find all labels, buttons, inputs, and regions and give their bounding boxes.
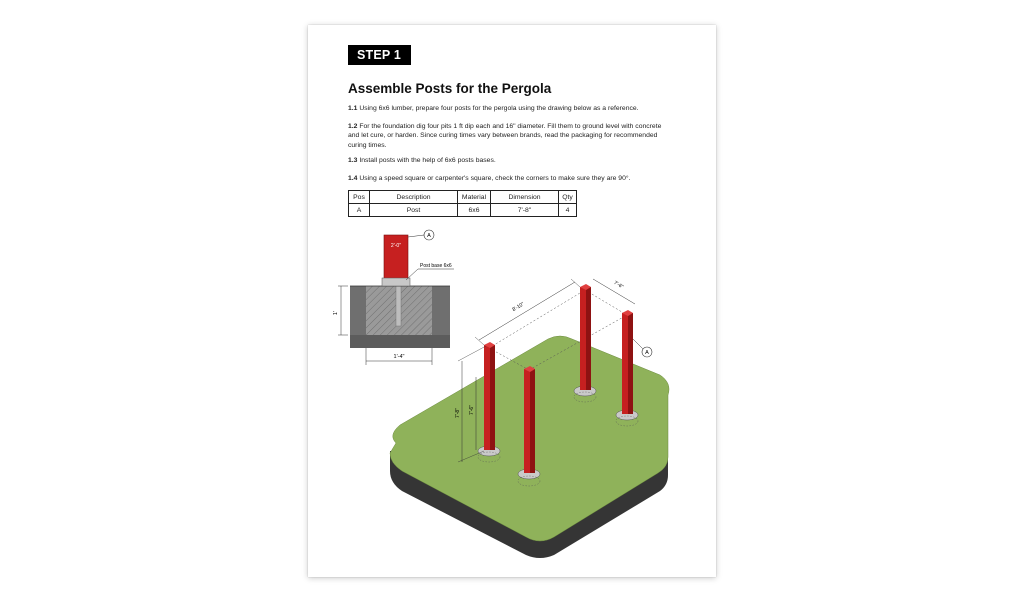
- col-description: Description: [370, 191, 458, 204]
- post-base-plate: [382, 278, 410, 286]
- step-text: Using a speed square or carpenter's square, check the corners to make sure they are 90°.: [359, 175, 631, 182]
- iso-width-label: 7'-6": [612, 280, 625, 291]
- col-qty: Qty: [559, 191, 577, 204]
- pergola-drawing: [308, 25, 716, 577]
- step-text: Install posts with the help of 6x6 posts bases.: [359, 157, 496, 164]
- step-number: 1.2: [348, 123, 358, 130]
- ground-lower: [350, 335, 450, 348]
- width-label: 1'-4": [393, 354, 405, 360]
- step-number: 1.1: [348, 105, 358, 112]
- cell-description: Post: [370, 204, 458, 217]
- iso-height-label: 7'-8": [455, 408, 461, 418]
- page-title: Assemble Posts for the Pergola: [348, 81, 552, 96]
- iso-height-label-2: 7'-6": [469, 405, 475, 415]
- step-badge: STEP 1: [348, 45, 411, 65]
- step-text: Using 6x6 lumber, prepare four posts for the pergola using the drawing below as a reference.: [359, 105, 639, 112]
- anchor-bolt: [396, 286, 401, 326]
- step-number: 1.4: [348, 175, 358, 182]
- post-back-right: [622, 310, 633, 414]
- col-pos: Pos: [349, 191, 370, 204]
- cell-material: 6x6: [458, 204, 491, 217]
- post-detail: [384, 235, 408, 281]
- cell-dimension: 7'-8": [491, 204, 559, 217]
- post-front-right: [524, 366, 535, 473]
- step-number: 1.3: [348, 157, 358, 164]
- callout-label: A: [427, 233, 431, 239]
- cell-qty: 4: [559, 204, 577, 217]
- document-page: [308, 25, 716, 577]
- col-dimension: Dimension: [491, 191, 559, 204]
- post-front-left: [484, 342, 495, 450]
- post-dim-label: 2'-0": [390, 243, 402, 249]
- iso-length-label: 8'-10": [511, 301, 526, 313]
- depth-label: 1': [333, 310, 339, 316]
- post-detail-section: [333, 230, 454, 365]
- post-base-label: Post base 6x6: [420, 263, 452, 269]
- callout-label: A: [645, 350, 649, 356]
- post-back-left: [580, 284, 591, 390]
- cell-pos: A: [349, 204, 370, 217]
- step-text: For the foundation dig four pits 1 ft dip each and 16" diameter. Fill them to ground level with concrete and let cure, or harden. Since curing times vary between brands, read the packaging for recommended curing times.: [348, 123, 662, 149]
- col-material: Material: [458, 191, 491, 204]
